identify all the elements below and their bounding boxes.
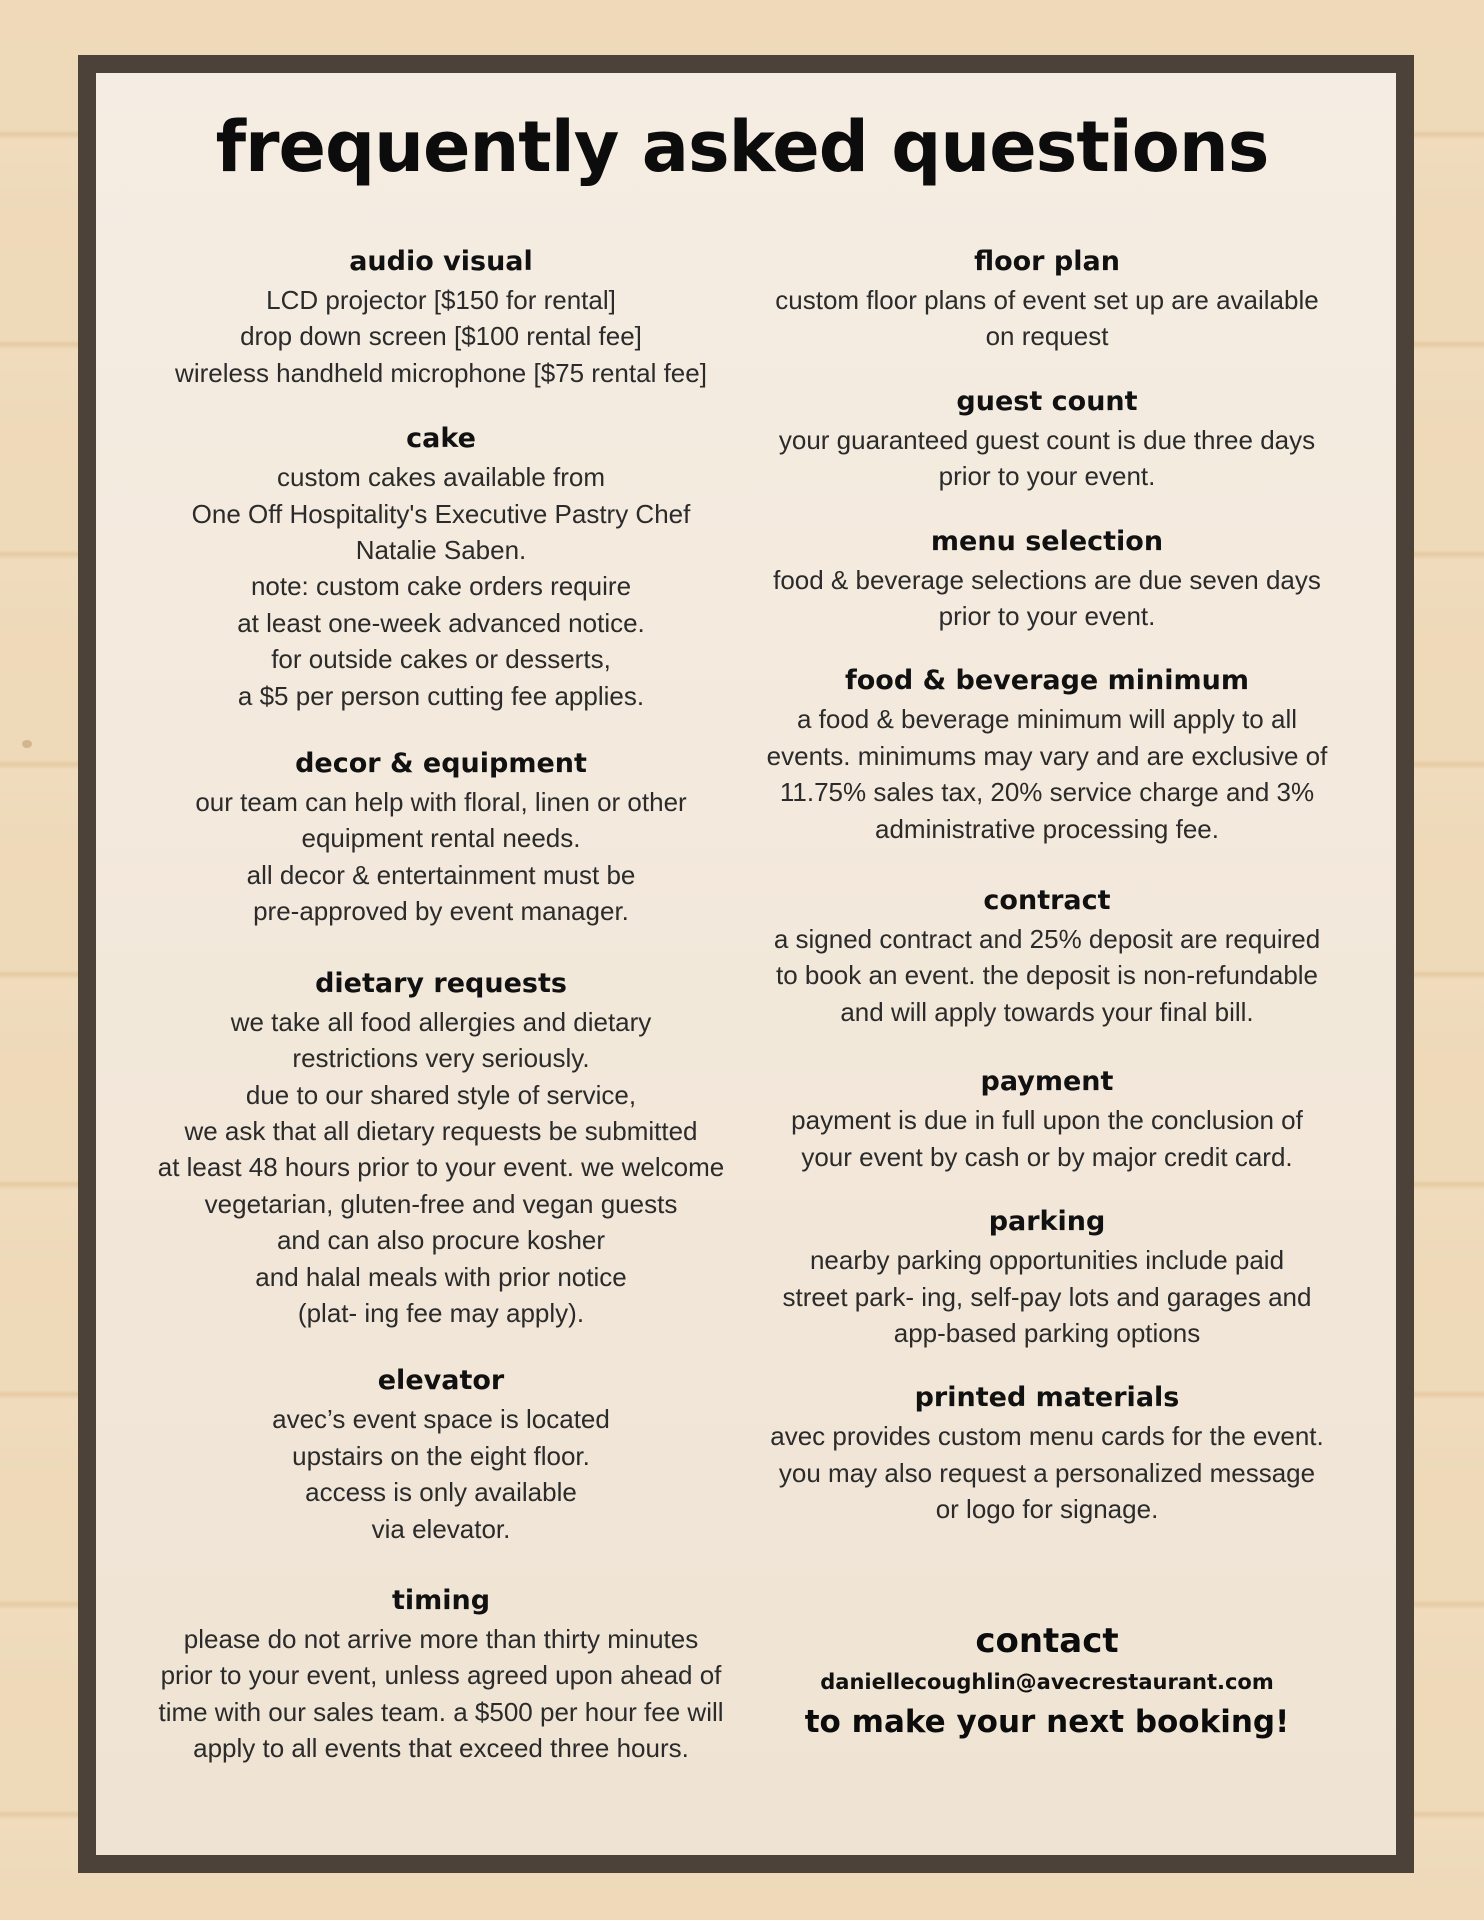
faq-line: Natalie Saben. (355, 535, 527, 566)
faq-line: please do not arrive more than thirty minutes (183, 1623, 699, 1654)
left-column (130, 242, 752, 1767)
faq-section (130, 1581, 752, 1767)
faq-line: access is only available (305, 1477, 577, 1508)
faq-line: street park- ing, self-pay lots and garages and (782, 1281, 1312, 1312)
faq-section (752, 242, 1342, 355)
faq-line: your guaranteed guest count is due three days (778, 424, 1316, 455)
faq-line: at least 48 hours prior to your event. we welcome (157, 1152, 725, 1183)
faq-section (752, 382, 1342, 495)
faq-section (130, 419, 752, 714)
faq-section (130, 1361, 752, 1547)
faq-section (752, 1378, 1342, 1527)
page-title: frequently asked questions (215, 106, 1269, 188)
faq-section (130, 242, 752, 391)
faq-line: payment is due in full upon the conclusion of (791, 1105, 1303, 1136)
faq-section (752, 881, 1342, 1030)
faq-line: upstairs on the eight floor. (292, 1440, 590, 1471)
faq-line: via elevator. (371, 1513, 511, 1544)
faq-line: (plat- ing fee may apply). (297, 1297, 585, 1328)
faq-line: LCD projector [$150 for rental] (266, 285, 616, 315)
faq-heading: menu selection (930, 525, 1164, 557)
faq-section (130, 744, 752, 930)
contact-block (752, 1618, 1342, 1744)
faq-line: or logo for signage. (935, 1494, 1159, 1525)
faq-line: avec’s event space is located (272, 1404, 610, 1435)
faq-line: due to our shared style of service, (245, 1079, 637, 1110)
faq-heading: timing (391, 1584, 491, 1616)
wood-knot (22, 740, 32, 748)
faq-line: a food & beverage minimum will apply to all (796, 704, 1298, 735)
faq-heading: food & beverage minimum (845, 665, 1249, 697)
faq-line: avec provides custom menu cards for the event. (770, 1421, 1324, 1452)
faq-line: apply to all events that exceed three hours. (193, 1733, 689, 1764)
faq-line: prior to your event. (938, 601, 1156, 632)
faq-line: prior to your event, unless agreed upon ahead of (160, 1660, 722, 1691)
faq-line: time with our sales team. a $500 per hour fee will (158, 1696, 724, 1727)
faq-line: pre-approved by event manager. (253, 896, 629, 927)
faq-line: prior to your event. (938, 461, 1156, 492)
faq-line: to book an event. the deposit is non-refundable (775, 960, 1319, 991)
contact-email: daniellecoughlin@avecrestaurant.com (820, 1670, 1274, 1694)
faq-line: on request (985, 321, 1109, 352)
faq-heading: parking (988, 1206, 1106, 1238)
faq-line: food & beverage selections are due seven days (773, 564, 1321, 595)
faq-line: wireless handheld microphone [$75 rental fee] (175, 357, 707, 388)
faq-heading: contract (983, 885, 1111, 917)
faq-section (752, 661, 1342, 847)
faq-line: at least one-week advanced notice. (237, 607, 645, 638)
contact-title: contact (975, 1621, 1119, 1661)
faq-line: our team can help with floral, linen or other (195, 787, 687, 818)
faq-line: you may also request a personalized message (778, 1457, 1316, 1488)
faq-section (752, 522, 1342, 635)
faq-line: a $5 per person cutting fee applies. (237, 680, 645, 711)
faq-heading: elevator (377, 1365, 505, 1397)
faq-line: a signed contract and 25% deposit are required (773, 924, 1321, 955)
faq-section (752, 1202, 1342, 1351)
faq-line: events. minimums may vary and are exclusive of (766, 740, 1328, 771)
faq-line: all decor & entertainment must be (246, 859, 636, 890)
faq-line: app-based parking options (893, 1317, 1201, 1348)
faq-line: we ask that all dietary requests be submitted (184, 1115, 698, 1146)
faq-line: custom floor plans of event set up are available (775, 285, 1319, 315)
faq-line: and will apply towards your final bill. (840, 996, 1254, 1027)
right-column (752, 242, 1342, 1528)
faq-line: we take all food allergies and dietary (230, 1006, 652, 1037)
faq-heading: payment (980, 1066, 1114, 1098)
faq-line: and can also procure kosher (276, 1225, 606, 1256)
faq-line: administrative processing fee. (875, 813, 1219, 844)
faq-line: and halal meals with prior notice (255, 1261, 627, 1292)
faq-line: your event by cash or by major credit card. (801, 1141, 1293, 1172)
faq-line: nearby parking opportunities include paid (809, 1245, 1285, 1276)
faq-heading: audio visual (349, 246, 533, 277)
faq-line: drop down screen [$100 rental fee] (240, 321, 642, 352)
faq-line: One Off Hospitality's Executive Pastry Chef (191, 498, 691, 529)
faq-line: for outside cakes or desserts, (271, 644, 611, 675)
faq-section (130, 964, 752, 1332)
faq-line: vegetarian, gluten-free and vegan guests (204, 1188, 678, 1219)
faq-line: equipment rental needs. (301, 823, 581, 854)
contact-cta: to make your next booking! (804, 1704, 1290, 1740)
faq-heading: floor plan (974, 246, 1120, 277)
faq-line: 11.75% sales tax, 20% service charge and 3% (779, 777, 1315, 808)
faq-heading: guest count (956, 385, 1138, 417)
faq-heading: cake (406, 423, 476, 455)
faq-section (752, 1062, 1342, 1175)
faq-heading: dietary requests (315, 967, 567, 999)
faq-heading: printed materials (914, 1382, 1180, 1414)
faq-line: restrictions very seriously. (292, 1043, 590, 1074)
faq-heading: decor & equipment (295, 748, 587, 780)
faq-line: note: custom cake orders require (250, 571, 632, 602)
faq-line: custom cakes available from (276, 462, 606, 493)
